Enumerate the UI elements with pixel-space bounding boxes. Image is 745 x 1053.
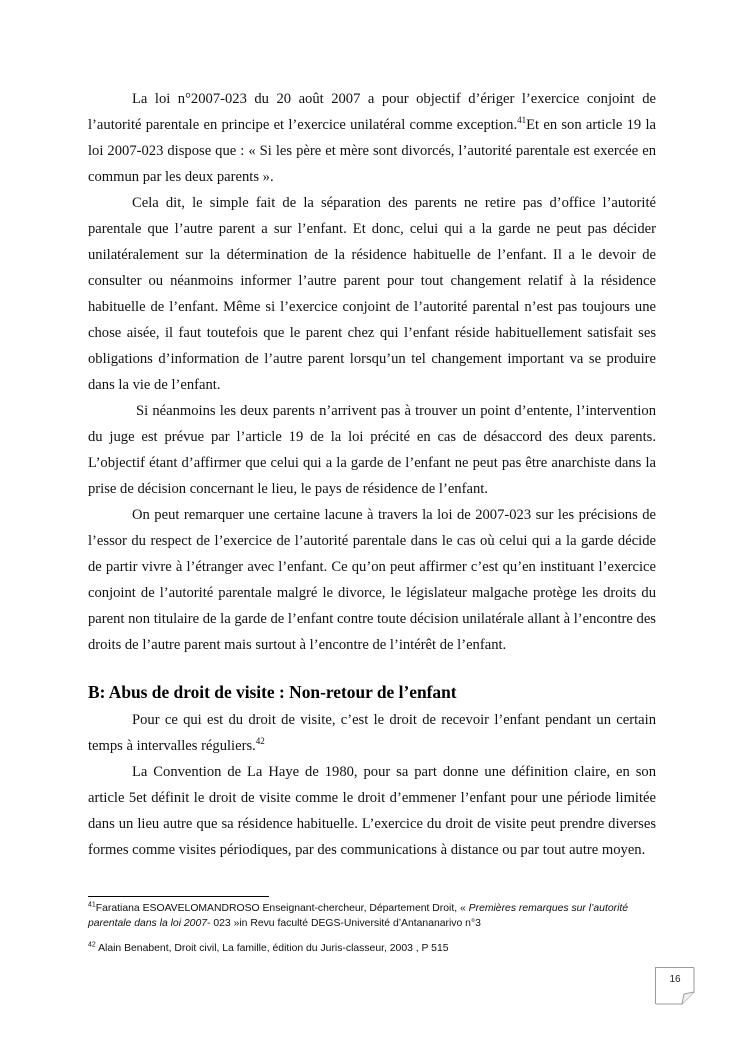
paragraph-3: Si néanmoins les deux parents n’arrivent pas à trouver un point d’entente, l’intervention du juge est prévue par l’article 19 de la loi précité en cas de désaccord des deux parents. L’objectif étant d’affirmer que celui qui a la garde de l’enfant ne peut pas être anarchiste dans la prise de décision concernant le lieu, le pays de résidence de l’enfant.: [88, 403, 656, 497]
section-heading: B: Abus de droit de visite : Non-retour de l’enfant: [88, 682, 457, 702]
footnote-42: $^{42}$ Alain Benabent, Droit civil, La famille, édition du Juris-classeur, 2003 , P 515: [88, 941, 449, 954]
body-section-a: [88, 86, 656, 658]
paragraph-4: On peut remarquer une certaine lacune à travers la loi de 2007-023 sur les précisions de l’essor du respect de l’exercice de l’autorité parentale dans le cas où celui qui a la garde décide de partir vivre à l’étranger avec l’enfant. Ce qu’on peut affirmer c’est qu’en instituant l’exercice conjoint de l’autorité parentale malgré le divorce, le législateur malgache protège les droits du parent non titulaire de la garde de l’enfant contre toute décision unilatérale allant à l’encontre des droits de l’autre parent mais surtout à l’encontre de l’intérêt de l’enfant.: [88, 507, 656, 653]
paragraph-6: La Convention de La Haye de 1980, pour sa part donne une définition claire, en son article 5et définit le droit de visite comme le droit d’emmener l’enfant pour une période limitée dans un lieu autre que sa résidence habituelle. L’exercice du droit de visite peut prendre diverses formes comme visites périodiques, par des communications à distance ou par tout autre moyen.: [88, 764, 656, 858]
footnote-41: $^{41}$Faratiana ESOAVELOMANDROSO Enseignant-chercheur, Département Droit, « Premières remarques sur l’autorité parentale dans la loi 2007- 023 »in Revu faculté DEGS-Université d’Antananarivo n°3: [88, 901, 629, 929]
page-number: 16: [669, 974, 681, 985]
page-number-box: [655, 967, 694, 1004]
footnotes: [88, 901, 656, 956]
footnote-ref-41[interactable]: 41: [517, 115, 527, 126]
paragraph-5: Pour ce qui est du droit de visite, c’est le droit de recevoir l’enfant pendant un certain temps à intervalles réguliers.$^{42}$: [88, 712, 656, 754]
body-section-b: [88, 707, 656, 863]
paragraph-1: La loi n°2007-023 du 20 août 2007 a pour objectif d’ériger l’exercice conjoint de l’autorité parentale en principe et l’exercice unilatéral comme exception.$^{41}$Et en son article 19 la loi 2007-023 dispose que : « Si les père et mère sont divorcés, l’autorité parentale est exercée en commun par les deux parents ».: [88, 91, 657, 185]
footnote-separator: [88, 896, 269, 897]
paragraph-2: Cela dit, le simple fait de la séparation des parents ne retire pas d’office l’autorité parentale que l’autre parent a sur l’enfant. Et donc, celui qui a la garde ne peut pas décider unilatéralement sur la détermination de la résidence habituelle de l’enfant. Il a le devoir de consulter ou néanmoins informer l’autre parent pour tout changement relatif à la résidence habituelle de l’enfant. Même si l’exercice conjoint de l’autorité parental n’est pas toujours une chose aisée, il faut toutefois que le parent chez qui l’enfant réside habituellement satisfait ses obligations d’information de l’autre parent lorsqu’un tel changement important va se produire dans la vie de l’enfant.: [88, 195, 656, 393]
footnote-ref-42[interactable]: 42: [255, 736, 265, 747]
